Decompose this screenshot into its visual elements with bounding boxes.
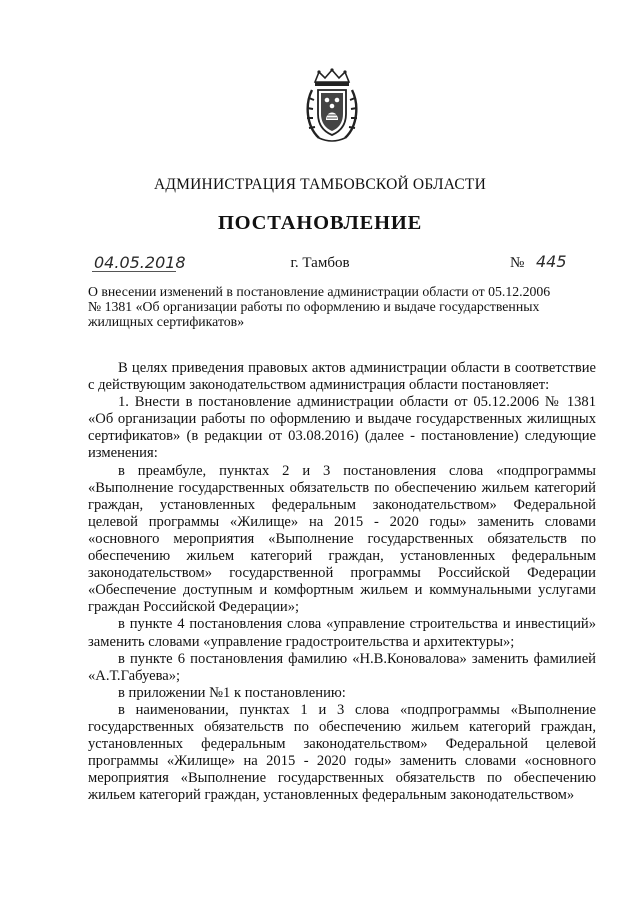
- document-type-title: ПОСТАНОВЛЕНИЕ: [217, 212, 423, 234]
- body-paragraph: 1. Внести в постановление администрации области от 05.12.2006 № 1381 «Об организации работы по оформлению и выдаче государственных жилищных сертификатов» (в редакции от 03.08.2016) (далее - постановление) следующие изменения:: [88, 394, 596, 462]
- document-number: 445: [536, 252, 567, 271]
- body-paragraph: в приложении №1 к постановлению:: [118, 684, 346, 701]
- body-paragraph: в пункте 6 постановления фамилию «Н.В.Коновалова» заменить фамилией «А.Т.Габуева»;: [88, 650, 596, 684]
- date-number-line: [0, 252, 640, 274]
- document-subject: [88, 284, 596, 329]
- document-date: 04.05.2018: [94, 253, 186, 272]
- body-paragraph: В целях приведения правовых актов администрации области в соответствие с действующим законодательством администрация области постановляет:: [88, 360, 596, 394]
- subject-line: О внесении изменений в постановление администрации области от 05.12.2006: [88, 284, 551, 299]
- issuing-authority: АДМИНИСТРАЦИЯ ТАМБОВСКОЙ ОБЛАСТИ: [154, 176, 486, 193]
- body-paragraph: в пункте 4 постановления слова «управление строительства и инвестиций» заменить словами «управление градостроительства и архитектуры»;: [88, 616, 596, 650]
- coat-of-arms-icon: [303, 68, 361, 144]
- document-body: [88, 360, 596, 804]
- subject-line: жилищных сертификатов»: [88, 314, 245, 329]
- body-paragraph: в наименовании, пунктах 1 и 3 слова «подпрограммы «Выполнение государственных обязательств по обеспечению жильем категорий граждан, установленных федеральным законодательством» Федеральной целевой программы «Жилище» на 2015 - 2020 годы» заменить словами «основного мероприятия «Выполнение государственных обязательств по обеспечению жильем категорий граждан, установленных федеральным законодательством»: [88, 701, 596, 804]
- number-label: №: [510, 255, 525, 271]
- subject-line: № 1381 «Об организации работы по оформлению и выдаче государственных: [88, 299, 540, 314]
- city: г. Тамбов: [290, 255, 350, 271]
- body-paragraph: в преамбуле, пунктах 2 и 3 постановления слова «подпрограммы «Выполнение государственных обязательств по обеспечению жильем категорий граждан, установленных федеральным законодательством» Федеральной целевой программы «Жилище» на 2015 - 2020 годы» заменить словами «основного мероприятия «Выполнение государственных обязательств по обеспечению жильем категорий граждан, установленных федеральным законодательством» государственной программы Российской Федерации «Обеспечение доступным и комфортным жильем и коммунальными услугами граждан Российской Федерации»;: [88, 462, 596, 616]
